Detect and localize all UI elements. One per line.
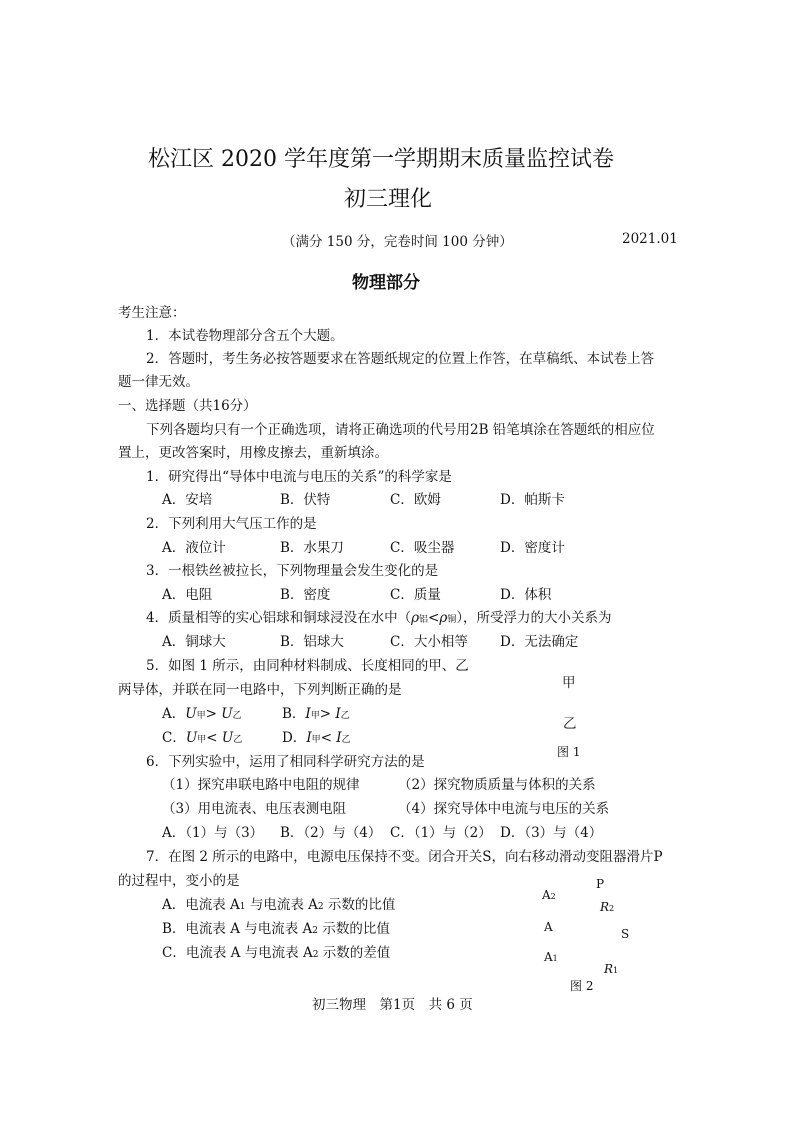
q2-option-c: C．吸尘器 [390,540,455,556]
q4-stem-post: ），所受浮力的大小关系为 [456,610,612,626]
option-text: A．电流表 A [162,897,240,913]
option-prefix: D． [282,730,307,746]
figure2-label-a2 [542,888,556,902]
q2-option-a: A．液位计 [162,540,226,556]
operator: < [206,730,222,746]
subscript: 2 [609,904,615,913]
operator: < [320,730,337,746]
option-prefix: C． [162,730,186,746]
exam-subtitle: 初三理化 [344,187,433,212]
q6-option-a: A．（1）与（3） [162,825,264,841]
q1-option-c: C．欧姆 [390,492,441,508]
figure1-label-jia: 甲 [562,675,576,691]
subscript: 2 [312,926,319,936]
q4-option-a: A．铜球大 [162,634,226,650]
q6-item-1: （1）探究串联电路中电阻的规律 [162,777,360,793]
q7-option-a [162,893,395,913]
figure2-label-s: S [621,927,630,941]
q5-option-c [162,726,242,746]
subscript: 乙 [340,711,350,721]
exam-date: 2021.01 [622,231,678,247]
part1-instruction-line-2: 置上，更改答案时，用橡皮擦去，重新填涂。 [118,445,388,461]
notice-item-2-line-1: 2．答题时，考生务必按答题要求在答题纸规定的位置上作答，在草稿纸、本试卷上答 [146,351,655,367]
q7-stem-line-2: 的过程中，变小的是 [118,873,240,889]
q3-stem: 3．一根铁丝被拉长，下列物理量会发生变化的是 [146,563,439,579]
voltage-symbol: U [221,730,234,746]
page-footer: 初三物理 第1页 共 6 页 [312,997,473,1013]
less-than-sign: < [428,610,440,626]
option-text: B．电流表 A 与电流表 A [162,921,313,937]
option-text: 示数的差值 [318,945,391,961]
notice-heading: 考生注意： [118,305,186,321]
q6-option-c: C．（1）与（2） [390,825,492,841]
part1-heading: 一、选择题（共16分） [118,398,257,414]
option-text: C．电流表 A 与电流表 A [162,945,313,961]
ammeter-letter: A [542,888,551,902]
q1-stem: 1．研究得出“导体中电流与电压的关系”的科学家是 [146,469,452,485]
current-symbol: I [306,730,312,746]
q1-option-a: A．安培 [162,492,213,508]
subscript: 甲 [311,735,321,745]
q1-option-d: D．帕斯卡 [500,492,565,508]
figure2-label-a: A [544,920,553,934]
rho-subscript: 铜 [447,615,457,625]
resistor-letter: R [604,962,614,976]
resistor-letter: R [600,900,610,914]
q4-option-d: D．无法确定 [500,634,579,650]
q1-option-b: B．伏特 [280,492,331,508]
subscript: 2 [312,950,319,960]
q7-stem-line-1: 7．在图 2 所示的电路中，电源电压保持不变。闭合开关S，向右移动滑动变阻器滑片P [146,849,663,865]
q5-option-d [282,726,351,746]
option-text: 示数的比值 [323,897,396,913]
subscript: 2 [550,892,556,901]
q6-option-b: B．（2）与（4） [280,825,382,841]
operator: > [205,706,222,722]
option-text: 示数的比值 [318,921,390,937]
subscript: 乙 [341,735,351,745]
subscript: 乙 [233,735,243,745]
q6-option-d: D．（3）与（4） [500,825,603,841]
rho-subscript: 铝 [419,615,429,625]
figure1-label-yi: 乙 [563,716,577,732]
part1-instruction-line-1: 下列各题均只有一个正确选项，请将正确选项的代号用2B 铅笔填涂在答题纸的相应位 [146,422,655,438]
q2-option-b: B．水果刀 [280,540,344,556]
q3-option-a: A．电阻 [162,587,213,603]
subscript: 1 [613,966,619,975]
notice-item-2-line-2: 题一律无效。 [118,374,199,390]
current-symbol: I [336,730,342,746]
section-title: 物理部分 [352,273,420,293]
exam-info: （满分 150 分，完卷时间 100 分钟） [282,234,513,250]
notice-item-1: 1．本试卷物理部分含五个大题。 [146,328,344,344]
q4-stem [146,606,612,626]
figure2-label-r2 [600,900,614,914]
figure2-label-p: P [596,877,605,891]
q5-option-b [282,702,350,722]
rho-symbol: ρ [439,610,448,626]
subscript: 2 [317,902,324,912]
current-symbol: I [335,706,341,722]
q6-item-3: （3）用电流表、电压表测电阻 [162,801,347,817]
q3-option-c: C．质量 [390,587,441,603]
q5-option-a [162,702,242,722]
voltage-symbol: U [185,706,197,722]
q5-stem-line-1: 5．如图 1 所示，由同种材料制成、长度相同的甲、乙 [146,658,469,674]
q7-option-b [162,917,390,937]
q5-stem-line-2: 两导体，并联在同一电路中，下列判断正确的是 [118,682,402,698]
q6-stem: 6．下列实验中，运用了相同科学研究方法的是 [146,754,425,770]
figure2-caption: 图 2 [570,979,594,993]
q6-item-4: （4）探究导体中电流与电压的关系 [398,801,610,817]
figure2-label-r1 [604,962,618,976]
subscript: 1 [552,954,558,963]
q3-option-b: B．密度 [280,587,331,603]
operator: > [319,706,336,722]
current-symbol: I [305,706,311,722]
subscript: 甲 [196,711,206,721]
q7-option-c [162,941,390,961]
exam-title: 松江区 2020 学年度第一学期期末质量监控试卷 [148,147,614,172]
q2-option-d: D．密度计 [500,540,565,556]
ammeter-letter: A [544,950,553,964]
voltage-symbol: U [185,730,198,746]
subscript: 甲 [197,735,207,745]
q6-item-2: （2）探究物质质量与体积的关系 [398,777,596,793]
subscript: 甲 [310,711,320,721]
option-prefix: B． [282,706,306,722]
q4-option-b: B．铝球大 [280,634,344,650]
option-text: 与电流表 A [245,897,318,913]
subscript: 1 [239,902,246,912]
q3-option-d: D．体积 [500,587,552,603]
voltage-symbol: U [221,706,233,722]
q4-stem-pre: 4．质量相等的实心铝球和铜球浸没在水中（ [146,610,412,626]
rho-symbol: ρ [411,610,420,626]
option-prefix: A． [162,706,186,722]
figure2-label-a1 [544,950,558,964]
figure1-caption: 图 1 [557,745,581,759]
q4-option-c: C．大小相等 [390,634,468,650]
q2-stem: 2．下列利用大气压工作的是 [146,516,317,532]
subscript: 乙 [232,711,242,721]
